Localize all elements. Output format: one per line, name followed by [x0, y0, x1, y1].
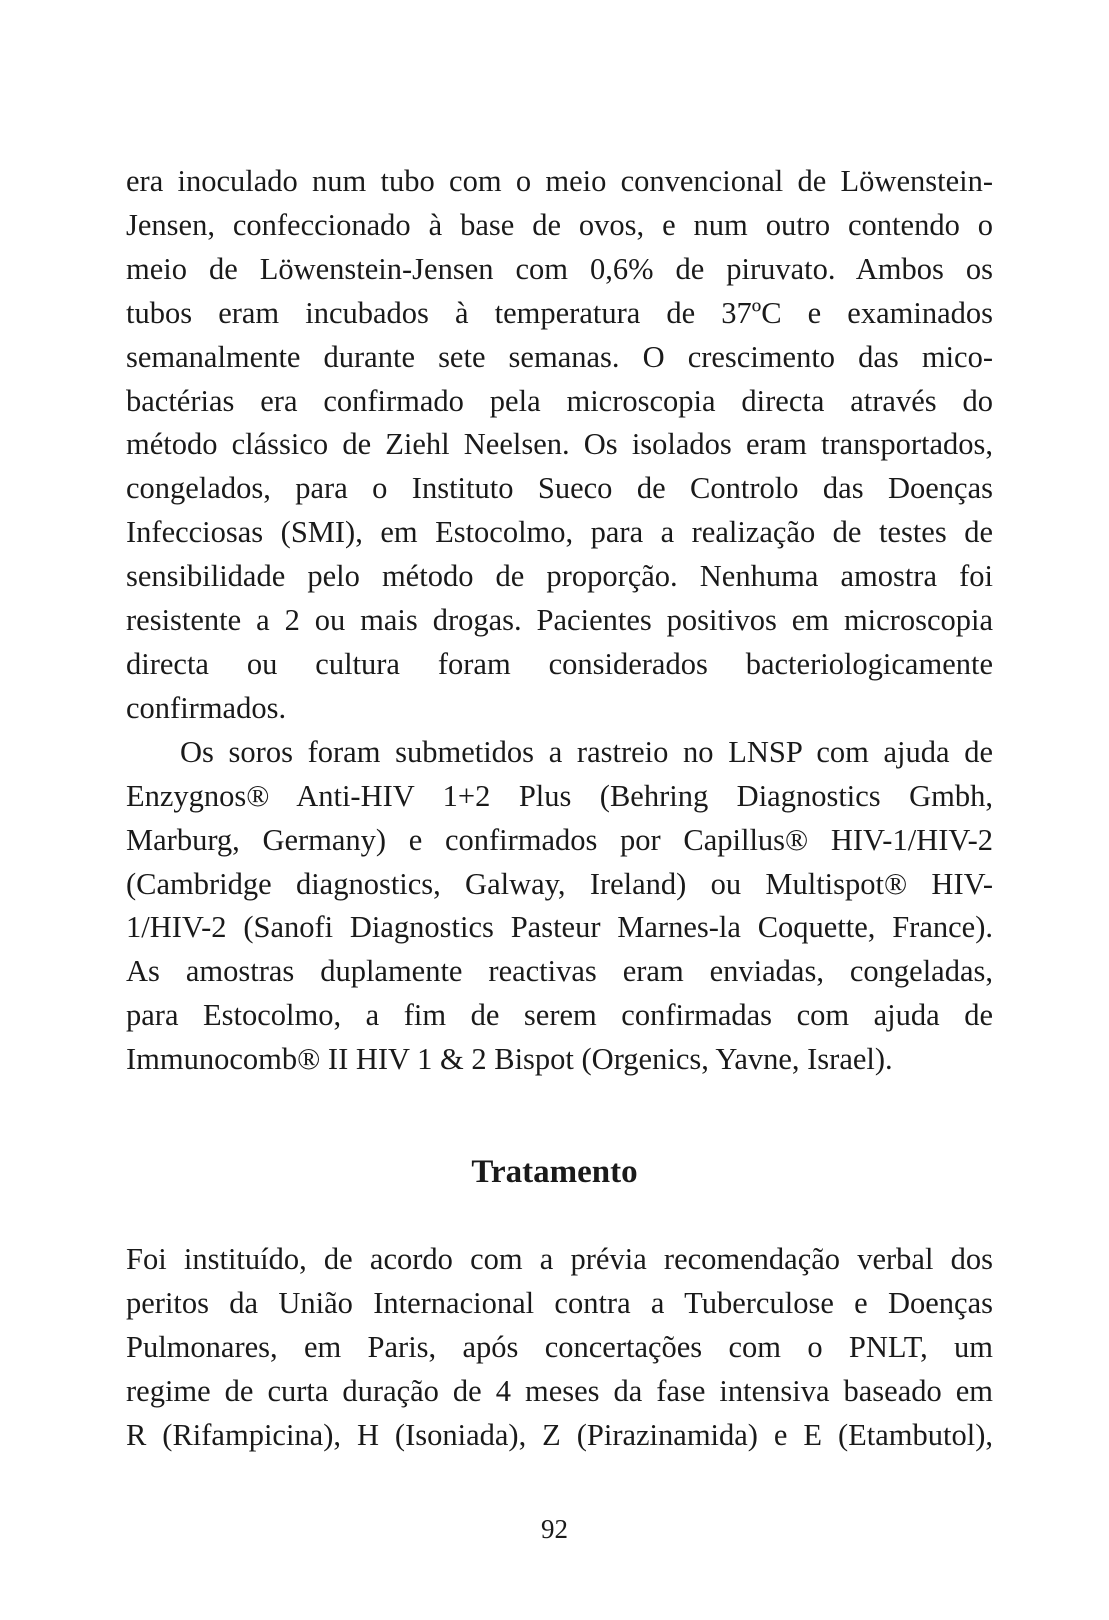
text-line: resistente a 2 ou mais drogas. Pacientes positivos em microscopia	[126, 603, 993, 638]
text-line: semanalmente durante sete semanas. O crescimento das mico-	[126, 339, 993, 374]
text-line: Enzygnos® Anti-HIV 1+2 Plus (Behring Diagnostics Gmbh,	[126, 778, 993, 813]
text-line: As amostras duplamente reactivas eram enviadas, congeladas,	[126, 954, 993, 989]
text-line: peritos da União Internacional contra a Tuberculose e Doenças	[126, 1285, 993, 1320]
text-line: directa ou cultura foram considerados bacteriologicamente	[126, 646, 993, 681]
text-line: R (Rifampicina), H (Isoniada), Z (Pirazinamida) e E (Etambutol),	[126, 1417, 993, 1452]
text-line: era inoculado num tubo com o meio convencional de Löwenstein-	[126, 164, 993, 198]
text-line: meio de Löwenstein-Jensen com 0,6% de piruvato. Ambos os	[126, 251, 993, 286]
text-line: para Estocolmo, a fim de serem confirmadas com ajuda de	[126, 998, 993, 1033]
text-line: Immunocomb® II HIV 1 & 2 Bispot (Orgenics, Yavne, Israel).	[126, 1042, 893, 1077]
text-line: Foi instituído, de acordo com a prévia recomendação verbal dos	[126, 1242, 993, 1276]
paragraph-soros	[126, 731, 993, 1082]
body-text-top	[126, 160, 993, 1082]
text-line: 1/HIV-2 (Sanofi Diagnostics Pasteur Marnes-la Coquette, France).	[126, 910, 993, 945]
text-line: (Cambridge diagnostics, Galway, Ireland) ou Multispot® HIV-	[126, 866, 993, 901]
text-line: tubos eram incubados à temperatura de 37ºC e examinados	[126, 295, 993, 330]
section-heading: Tratamento	[471, 1154, 638, 1190]
text-line: Os soros foram submetidos a rastreio no LNSP com ajuda de	[180, 734, 993, 769]
page-number: 92	[541, 1514, 568, 1544]
text-line: congelados, para o Instituto Sueco de Controlo das Doenças	[126, 471, 993, 506]
text-line: Infecciosas (SMI), em Estocolmo, para a realização de testes de	[126, 515, 993, 550]
text-line: confirmados.	[126, 690, 287, 725]
paragraph-cultura	[126, 160, 993, 731]
text-line: método clássico de Ziehl Neelsen. Os isolados eram transportados,	[126, 427, 993, 462]
text-line: sensibilidade pelo método de proporção. Nenhuma amostra foi	[126, 559, 993, 594]
paragraph-tratamento	[126, 1238, 993, 1458]
text-line: Marburg, Germany) e confirmados por Capillus® HIV-1/HIV-2	[126, 822, 993, 857]
text-line: regime de curta duração de 4 meses da fase intensiva baseado em	[126, 1373, 993, 1408]
text-line: Jensen, confeccionado à base de ovos, e num outro contendo o	[126, 207, 993, 242]
text-line: Pulmonares, em Paris, após concertações com o PNLT, um	[126, 1329, 993, 1364]
body-text-bottom	[126, 1238, 993, 1458]
text-line: bactérias era confirmado pela microscopia directa através do	[126, 383, 993, 418]
